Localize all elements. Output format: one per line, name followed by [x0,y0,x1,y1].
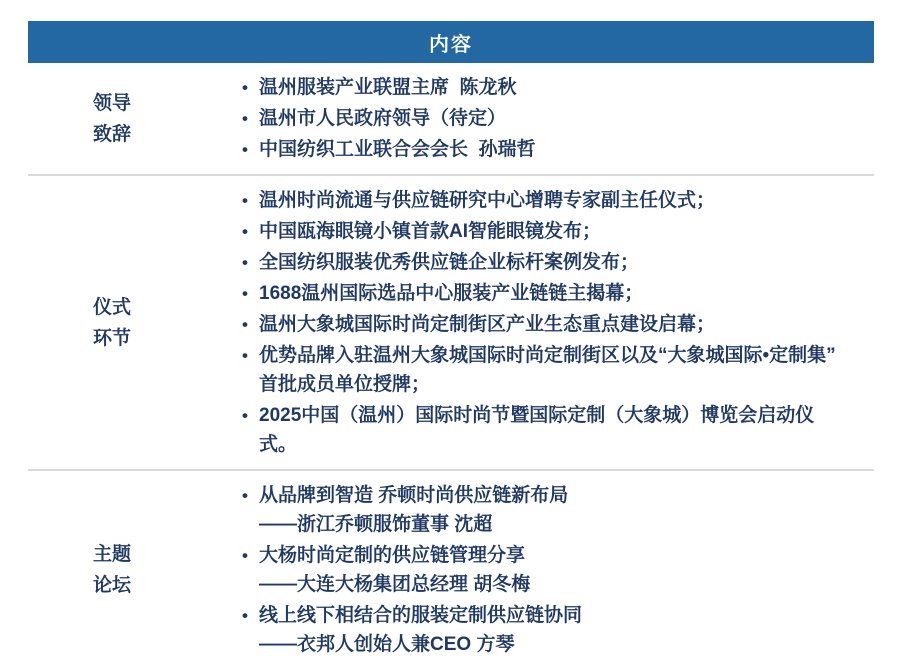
list-item [242,601,872,659]
bullet-icon: • [242,284,248,303]
item-speaker-line: ——大连大杨集团总经理 胡冬梅 [259,574,531,595]
row-content-forum [242,480,874,660]
row-content-leader-speech [242,72,874,165]
bullet-icon: • [242,78,248,97]
row-content-ceremony [242,185,874,460]
row-label-line: 领导 [93,92,132,114]
row-label-forum [28,480,242,660]
list-item [242,248,872,277]
table-header-title: 内容 [429,33,473,56]
bullet-icon: • [242,140,248,159]
row-label-line: 论坛 [93,575,132,596]
list-item [242,310,872,339]
item-line: 从品牌到智造 乔顿时尚供应链新布局 [259,485,569,506]
item-line: 中国纺织工业联合会会长 孙瑞哲 [259,139,536,160]
list-item [242,279,872,308]
bullet-icon: • [242,109,248,128]
item-line: 全国纺织服装优秀供应链企业标杆案例发布； [259,252,640,273]
row-label-ceremony [28,185,242,460]
row-label-line: 仪式 [93,296,132,318]
table-header-bar [28,21,874,63]
table-row-ceremony [28,174,874,469]
bullet-icon: • [242,606,248,625]
item-line: 线上线下相结合的服装定制供应链协同 [259,605,583,626]
list-item [242,135,872,164]
list-item [242,104,872,133]
item-line: 温州市人民政府领导（待定） [259,108,507,129]
list-item [242,341,872,399]
list-item [242,186,872,215]
bullet-icon: • [242,191,248,210]
list-item [242,73,872,102]
item-line: 首批成员单位授牌； [259,374,431,395]
list-item [242,481,872,539]
row-label-line: 主题 [93,544,132,565]
row-label-leader-speech [28,72,242,165]
list-item [242,541,872,599]
table-row-forum [28,469,874,660]
bullet-icon: • [242,253,248,272]
item-speaker-line: ——浙江乔顿服饰董事 沈超 [259,514,493,535]
bullet-icon: • [242,315,248,334]
item-line: 中国瓯海眼镜小镇首款AI智能眼镜发布； [259,221,602,242]
item-line: 温州服装产业联盟主席 陈龙秋 [259,77,517,98]
bullet-icon: • [242,406,248,425]
item-line: 式。 [259,434,298,455]
item-line: 2025中国（温州）国际时尚节暨国际定制（大象城）博览会启动仪 [259,405,815,426]
table-row-leader-speech [28,63,874,174]
bullet-icon: • [242,222,248,241]
bullet-icon: • [242,546,248,565]
row-label-line: 致辞 [93,123,132,145]
content-table [28,21,874,660]
item-line: 大杨时尚定制的供应链管理分享 [259,545,526,566]
list-item [242,401,872,459]
item-line: 温州时尚流通与供应链研究中心增聘专家副主任仪式； [259,190,716,211]
bullet-icon: • [242,486,248,505]
item-speaker-line: ——衣邦人创始人兼CEO 方琴 [259,634,515,655]
item-line: 温州大象城国际时尚定制街区产业生态重点建设启幕； [259,314,716,335]
list-item [242,217,872,246]
row-label-line: 环节 [93,327,132,349]
bullet-icon: • [242,346,248,365]
item-line: 优势品牌入驻温州大象城国际时尚定制街区以及“大象城国际•定制集” [259,345,836,366]
item-line: 1688温州国际选品中心服装产业链链主揭幕； [259,283,644,304]
